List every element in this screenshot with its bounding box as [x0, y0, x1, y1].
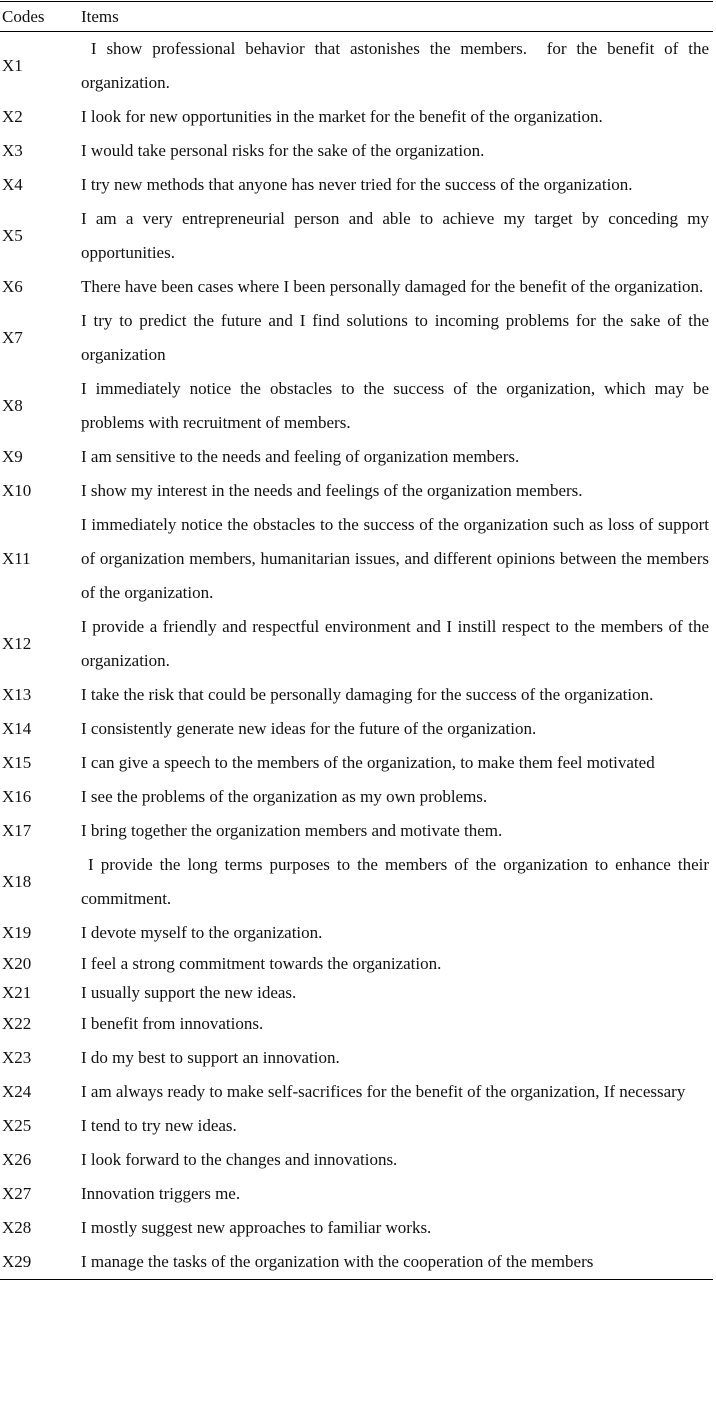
- item-code: X24: [2, 1082, 32, 1101]
- item-code: X23: [2, 1048, 32, 1067]
- item-code: X19: [2, 923, 32, 942]
- table-row: [0, 1041, 713, 1075]
- table-row: [0, 440, 713, 474]
- item-code: X17: [2, 821, 32, 840]
- item-text: I am a very entrepreneurial person and able to achieve my target by conceding my opportunities.: [81, 209, 714, 262]
- item-code: X16: [2, 787, 32, 806]
- table-row: [0, 1007, 713, 1041]
- item-text: I try to predict the future and I find solutions to incoming problems for the sake of the organization: [81, 311, 714, 364]
- item-text: I look forward to the changes and innovations.: [81, 1150, 398, 1169]
- table-row: [0, 270, 713, 304]
- item-text: I show professional behavior that astonishes the members. for the benefit of the organization.: [81, 39, 714, 92]
- item-code: X13: [2, 685, 32, 704]
- item-text: I try new methods that anyone has never tried for the success of the organization.: [81, 175, 633, 194]
- item-code: X27: [2, 1184, 32, 1203]
- item-text: I see the problems of the organization as my own problems.: [81, 787, 488, 806]
- item-text: I can give a speech to the members of the organization, to make them feel motivated: [81, 753, 655, 772]
- item-text: I feel a strong commitment towards the organization.: [81, 954, 442, 973]
- item-text: I provide a friendly and respectful environment and I instill respect to the members of the organization.: [81, 617, 714, 670]
- table-row: [0, 202, 713, 270]
- item-text: I am always ready to make self-sacrifices for the benefit of the organization, If necessary: [81, 1082, 686, 1101]
- item-code: X14: [2, 719, 32, 738]
- table-row: [0, 780, 713, 814]
- item-text: I bring together the organization members and motivate them.: [81, 821, 503, 840]
- item-code: X28: [2, 1218, 32, 1237]
- table-row: [0, 1143, 713, 1177]
- item-text: I usually support the new ideas.: [81, 983, 297, 1002]
- table-row: [0, 950, 713, 978]
- item-code: X6: [2, 277, 23, 296]
- item-code: X25: [2, 1116, 32, 1135]
- item-code: X26: [2, 1150, 32, 1169]
- item-text: I provide the long terms purposes to the members of the organization to enhance their commitment.: [81, 855, 714, 908]
- item-code: X9: [2, 447, 23, 466]
- item-text: I am sensitive to the needs and feeling of organization members.: [81, 447, 520, 466]
- table-row: [0, 508, 713, 610]
- item-text: I look for new opportunities in the market for the benefit of the organization.: [81, 107, 603, 126]
- item-text: I mostly suggest new approaches to familiar works.: [81, 1218, 432, 1237]
- item-text: I benefit from innovations.: [81, 1014, 264, 1033]
- table-row: [0, 1245, 713, 1280]
- header-codes: Codes: [2, 7, 45, 26]
- item-code: X18: [2, 872, 32, 891]
- item-text: I devote myself to the organization.: [81, 923, 323, 942]
- item-code: X1: [2, 56, 23, 75]
- item-code: X22: [2, 1014, 32, 1033]
- table-row: [0, 712, 713, 746]
- table-row: [0, 32, 713, 101]
- table-row: [0, 372, 713, 440]
- item-code: X12: [2, 634, 32, 653]
- table-row: [0, 134, 713, 168]
- item-text: I consistently generate new ideas for the future of the organization.: [81, 719, 537, 738]
- item-code: X5: [2, 226, 23, 245]
- item-code: X20: [2, 954, 32, 973]
- item-text: I immediately notice the obstacles to the success of the organization such as loss of support of organization members, humanitarian issues, and different opinions between the members of the organization.: [81, 515, 714, 602]
- items-table: [0, 1, 713, 1280]
- item-text: Innovation triggers me.: [81, 1184, 241, 1203]
- item-text: I would take personal risks for the sake of the organization.: [81, 141, 485, 160]
- item-text: I do my best to support an innovation.: [81, 1048, 340, 1067]
- item-code: X11: [2, 549, 31, 568]
- table-row: [0, 304, 713, 372]
- table-row: [0, 100, 713, 134]
- table-row: [0, 610, 713, 678]
- item-text: I show my interest in the needs and feelings of the organization members.: [81, 481, 583, 500]
- table-row: [0, 1211, 713, 1245]
- table-body: [0, 32, 713, 1280]
- table-row: [0, 1075, 713, 1109]
- table-row: [0, 848, 713, 916]
- item-code: X29: [2, 1252, 32, 1271]
- item-text: I tend to try new ideas.: [81, 1116, 237, 1135]
- item-text: I manage the tasks of the organization with the cooperation of the members: [81, 1252, 594, 1271]
- table-row: [0, 814, 713, 848]
- header-items: Items: [81, 7, 119, 26]
- item-code: X7: [2, 328, 23, 347]
- table-row: [0, 916, 713, 950]
- table-row: [0, 978, 713, 1007]
- item-text: I immediately notice the obstacles to the success of the organization, which may be problems with recruitment of members.: [81, 379, 714, 432]
- table-row: [0, 168, 713, 202]
- item-code: X15: [2, 753, 32, 772]
- table-row: [0, 746, 713, 780]
- table-header-row: [0, 2, 713, 32]
- item-text: There have been cases where I been personally damaged for the benefit of the organization.: [81, 277, 704, 296]
- item-code: X8: [2, 396, 23, 415]
- item-code: X2: [2, 107, 23, 126]
- table-row: [0, 1177, 713, 1211]
- table-row: [0, 474, 713, 508]
- item-code: X3: [2, 141, 23, 160]
- item-code: X4: [2, 175, 23, 194]
- item-code: X21: [2, 982, 32, 1002]
- table-row: [0, 1109, 713, 1143]
- table-row: [0, 678, 713, 712]
- item-code: X10: [2, 481, 32, 500]
- item-text: I take the risk that could be personally damaging for the success of the organization.: [81, 685, 654, 704]
